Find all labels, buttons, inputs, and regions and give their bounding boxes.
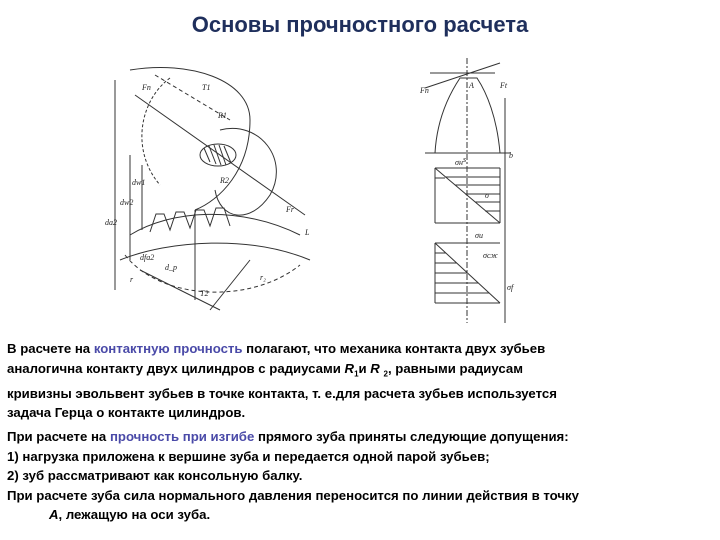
- text: В расчете на: [7, 341, 94, 356]
- label-r: r: [130, 275, 134, 284]
- bending-line-4: При расчете зуба сила нормального давления переносится по линии действия в точку: [7, 487, 579, 503]
- label-dw2: dw2: [120, 198, 134, 207]
- label-r2: R2: [220, 176, 229, 185]
- text: прямого зуба приняты следующие допущения:: [254, 429, 569, 444]
- radius-r2: R: [370, 360, 380, 376]
- label-t1: T1: [202, 83, 211, 92]
- bending-paragraph: [7, 427, 713, 525]
- label-fr: Fr: [286, 205, 294, 214]
- contact-line-4: задача Герца о контакте цилиндров.: [7, 405, 246, 421]
- text: , равными радиусам: [387, 360, 523, 376]
- point-a: A: [49, 507, 59, 522]
- contact-line-3: кривизны эвольвент зубьев в точке контакта, т. е.для расчета зубьев используется: [7, 385, 557, 401]
- label-sigma-n: σн: [455, 158, 463, 167]
- radius-r2-sub: 2: [383, 369, 388, 379]
- label-sigma-f: σf: [507, 283, 514, 292]
- text: , лежащую на оси зуба.: [58, 507, 211, 522]
- label-da2: da2: [105, 218, 117, 227]
- label-ft: Ft: [500, 81, 508, 90]
- label-dp: d_p: [165, 263, 177, 272]
- text: При расчете на: [7, 429, 110, 444]
- bending-line-5: [7, 505, 713, 525]
- label-fn: Fn: [142, 83, 151, 92]
- text: и: [358, 360, 371, 376]
- assumption-1: 1) нагрузка приложена к вершине зуба и передается одной парой зубьев;: [7, 448, 490, 464]
- label-sigma-szh: σсж: [483, 251, 498, 260]
- page-title: Основы прочностного расчета: [191, 12, 529, 37]
- label-dw1: dw1: [132, 178, 146, 187]
- radius-r1-sub: 1: [354, 369, 359, 379]
- contact-paragraph: [7, 339, 713, 423]
- contact-line-2: [7, 359, 713, 384]
- label-sigma: σ: [485, 191, 489, 200]
- label-r2-small: r₂: [260, 273, 266, 282]
- label-r1: R1: [218, 111, 227, 120]
- label-sigma-i: σи: [475, 231, 483, 240]
- contact-line-1: [7, 339, 713, 359]
- label-fn-right: Fn: [420, 86, 429, 95]
- label-l: L: [305, 228, 310, 237]
- label-dfa2: dfa2: [140, 253, 155, 262]
- contact-diagram: [100, 60, 320, 315]
- contact-strength-term: контактную прочность: [93, 341, 243, 356]
- label-s: s: [463, 155, 467, 164]
- label-a: A: [469, 81, 474, 90]
- assumption-2: 2) зуб рассматривают как консольную балку.: [7, 468, 303, 483]
- radius-r1: R: [344, 360, 355, 376]
- text: аналогична контакту двух цилиндров с радиусами: [7, 360, 345, 376]
- bending-line-1: [7, 427, 713, 447]
- label-b: b: [509, 151, 513, 160]
- bending-strength-term: прочность при изгибе: [109, 429, 255, 444]
- bending-diagram: [405, 58, 525, 328]
- text: полагают, что механика контакта двух зубьев: [242, 341, 546, 356]
- label-t2: T2: [200, 289, 209, 298]
